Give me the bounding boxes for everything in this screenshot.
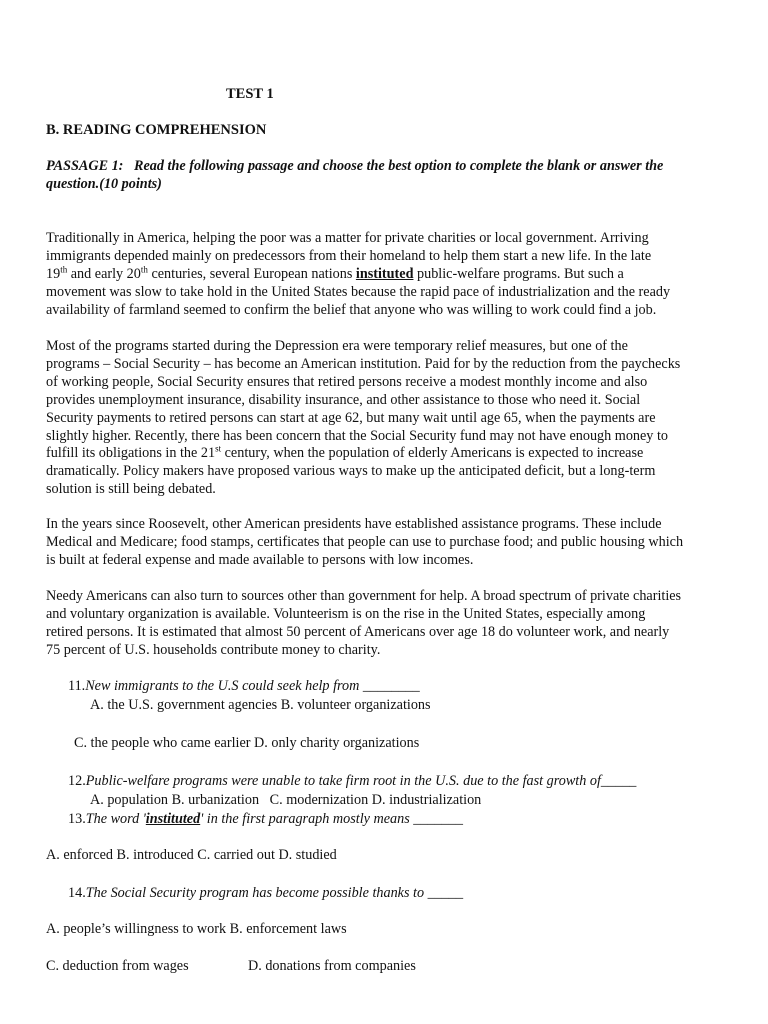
question-14-option-c: C. deduction from wages [46,958,189,974]
question-11 [68,678,420,696]
passage-instructions [46,158,736,194]
question-12-blank: _____ [600,773,637,789]
question-12-stem: Public-welfare programs were unable to take firm root in the U.S. due to the fast growth of [85,773,601,789]
p2-line-5: Security payments to retired persons can start at age 62, but many wait until age 65, when the payments are [46,409,656,426]
question-14-stem: The Social Security program has become possible thanks to [85,885,425,901]
p1-line-2: immigrants depended mainly on predecessors from their homeland to help them start a new life. In the late [46,247,652,264]
question-11-options-1: A. the U.S. government agencies B. volunteer organizations [90,697,431,713]
p1-line-5: availability of farmland seemed to confirm the belief that anyone who was willing to work could find a job. [46,301,657,318]
p1-line-3-text-c: centuries, several European nations [147,265,356,282]
question-14-options-1: A. people’s willingness to work B. enforcement laws [46,921,347,937]
question-13 [68,811,463,829]
instructions-text-2: question.(10 points) [46,175,162,192]
p1-line-3-text-a: 19 [46,265,61,282]
p2-line-4: provides unemployment insurance, disability insurance, and other assistance to those who need it. Social [46,391,641,408]
question-11-blank: ________ [362,678,420,694]
p1-line-3 [46,266,730,284]
p2-line-8: dramatically. Policy makers have proposed various ways to make up the anticipated deficit, but a long-term [46,463,656,480]
p2-line-6: slightly higher. Recently, there has been concern that the Social Security fund may not have enough money to [46,427,668,444]
question-13-options: A. enforced B. introduced C. carried out D. studied [46,847,337,863]
question-12-number: 12. [68,773,86,789]
page-title: TEST 1 [226,86,274,102]
p1-line-1: Traditionally in America, helping the poor was a matter for private charities or local government. Arriving [46,230,649,246]
passage-paragraph-4 [46,588,730,660]
question-14-blank: _____ [427,885,464,901]
question-13-number: 13. [68,811,86,827]
p4-line-1: Needy Americans can also turn to sources other than government for help. A broad spectrum of private charities [46,588,682,604]
question-11-number: 11. [68,678,86,694]
instructions-text-1: Read the following passage and choose the best option to complete the blank or answer the [134,158,664,174]
question-11-stem: New immigrants to the U.S could seek help from [85,678,360,694]
question-14-number: 14. [68,885,86,901]
passage-label: PASSAGE 1: [46,158,124,174]
p3-line-3: is built at federal expense and made available to persons with low incomes. [46,551,474,568]
p2-line-2: programs – Social Security – has become an American institution. Paid for by the reduction from the paychecks [46,355,681,372]
question-14 [68,885,463,903]
p2-line-1: Most of the programs started during the Depression era were temporary relief measures, but one of the [46,338,628,354]
superscript-st: st [215,443,222,454]
question-13-stem-a: The word ' [85,811,146,827]
passage-paragraph-3 [46,516,730,570]
p2-line-9: solution is still being debated. [46,481,216,498]
passage-paragraph-1 [46,230,730,320]
passage-paragraph-2 [46,338,730,499]
section-heading: B. READING COMPREHENSION [46,122,267,138]
question-11-options-2: C. the people who came earlier D. only charity organizations [74,735,420,751]
superscript-th-2: th [140,264,148,275]
p1-line-3-text-d: public-welfare programs. But such a [413,265,624,282]
superscript-th: th [60,264,68,275]
p1-line-4: movement was slow to take hold in the United States because the rapid pace of industrialization and the ready [46,283,671,300]
p2-line-7-text-a: fulfill its obligations in the 21 [46,445,216,462]
p3-line-1: In the years since Roosevelt, other American presidents have established assistance programs. These include [46,516,662,532]
question-12-options: A. population B. urbanization C. modernization D. industrialization [90,792,482,808]
p4-line-2: and voluntary organization is available. Volunteerism is on the rise in the United States, especially among [46,605,646,622]
p2-line-7 [46,445,730,463]
p1-line-3-text-b: and early 20 [67,265,141,282]
p2-line-3: of working people, Social Security ensures that retired persons receive a modest monthly income and also [46,373,648,390]
p4-line-3: retired persons. It is estimated that almost 50 percent of Americans over age 18 do volunteer work, and nearly [46,623,670,640]
question-12 [68,773,636,791]
keyword-instituted: instituted [355,265,414,282]
question-14-option-d: D. donations from companies [248,958,416,974]
p4-line-4: 75 percent of U.S. households contribute money to charity. [46,641,381,658]
question-13-blank: _______ [413,811,463,827]
question-13-keyword: instituted [145,811,201,827]
p2-line-7-text-b: century, when the population of elderly Americans is expected to increase [221,445,644,462]
question-13-stem-b: ' in the first paragraph mostly means [200,811,410,827]
p3-line-2: Medical and Medicare; food stamps, certificates that people can use to purchase food; and public housing which [46,533,684,550]
